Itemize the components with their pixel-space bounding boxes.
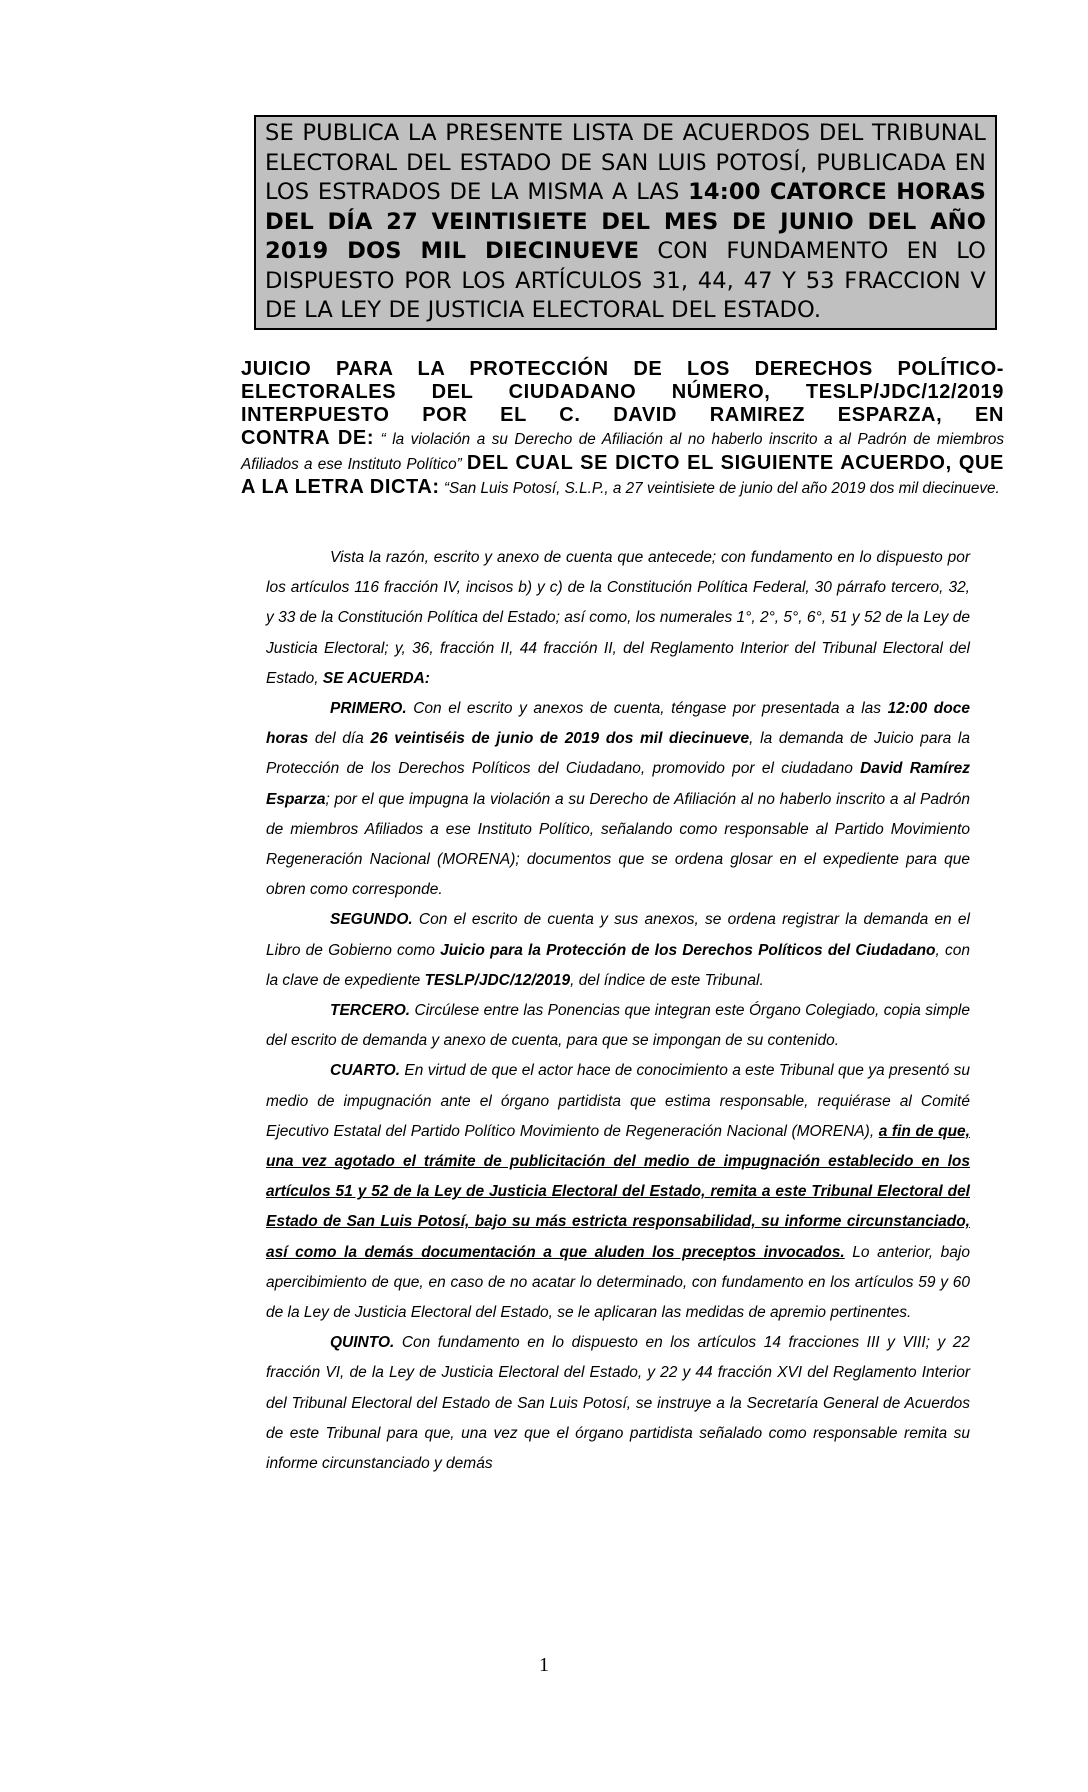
cuarto-text-1: En virtud de que el actor hace de conocimiento a este Tribunal que ya presentó su medio de impugnación ante el órgano partidista que estima responsable, requiérase al Comité Ejecutivo Estatal del Partido Político Movimiento de Regeneración Nacional (MORENA), [266,1062,970,1140]
agreement-body [266,543,970,1479]
claim-quote: “ la violación a su Derecho de Afiliación al no haberlo inscrito a al Padrón de miembros Afiliados a ese Instituto Político” [241,431,1004,473]
intro-text: Vista la razón, escrito y anexo de cuenta que antecede; con fundamento en lo dispuesto por los artículos 116 fracción IV, incisos b) y c) de la Constitución Política Federal, 30 párrafo tercero, 32, y 33 de la Constitución Política del Estado; así como, los numerales 1°, 2°, 5°, 6°, 51 y 52 de la Ley de Justicia Electoral; y, 36, fracción II, 44 fracción II, del Reglamento Interior del Tribunal Electoral del Estado, [266,549,970,687]
primero-text-1: Con el escrito y anexos de cuenta, téngase por presentada a las [406,700,888,718]
notice-bold-date: 14:00 CATORCE HORAS DEL DÍA 27 VEINTISIETE DEL MES DE JUNIO DEL AÑO 2019 DOS MIL DIECINUEVE [265,179,986,264]
tercero-label: TERCERO. [330,1002,411,1020]
se-acuerda: SE ACUERDA: [322,669,430,687]
primero-text-2: del día [308,730,371,748]
publication-notice [254,115,997,330]
case-header-details [241,427,1004,501]
paragraph-segundo [266,905,970,996]
paragraph-primero [266,694,970,905]
segundo-bold-2: TESLP/JDC/12/2019 [424,971,571,989]
tercero-text-1: Circúlese entre las Ponencias que integran este Órgano Colegiado, copia simple del escrito de demanda y anexo de cuenta, para que se impongan de su contenido. [266,1002,970,1050]
paragraph-intro [266,543,970,694]
segundo-label: SEGUNDO. [330,911,413,929]
page-number: 1 [539,1654,549,1676]
primero-text-3: , la demanda de Juicio para la Protección de los Derechos Políticos del Ciudadano, promovido por el ciudadano [266,730,970,778]
primero-label: PRIMERO. [330,700,407,718]
paragraph-quinto [266,1328,970,1479]
notice-text-1: SE PUBLICA LA PRESENTE LISTA DE ACUERDOS DEL TRIBUNAL ELECTORAL DEL ESTADO DE SAN LUIS POTOSÍ, PUBLICADA EN LOS ESTRADOS DE LA MISMA A LAS [265,120,986,205]
primero-bold-1: 12:00 doce horas [266,700,970,748]
paragraph-cuarto [266,1056,970,1328]
primero-text-4: ; por el que impugna la violación a su Derecho de Afiliación al no haberlo inscrito a al Padrón de miembros Afiliados a ese Instituto Político, señalando como responsable al Partido Movimiento Regeneración Nacional (MORENA); documentos que se ordena glosar en el expediente para que obren como corresponde. [266,790,970,899]
cuarto-text-2: Lo anterior, bajo apercibimiento de que, en caso de no acatar lo determinado, con fundamento en los artículos 59 y 60 de la Ley de Justicia Electoral del Estado, se le aplicaran las medidas de apremio pertinentes. [266,1243,970,1322]
notice-text-2: CON FUNDAMENTO EN LO DISPUESTO POR LOS ARTÍCULOS 31, 44, 47 Y 53 FRACCION V DE LA LEY DE JUSTICIA ELECTORAL DEL ESTADO. [265,238,986,323]
segundo-text-3: , del índice de este Tribunal. [570,971,764,989]
quinto-text-1: Con fundamento en lo dispuesto en los artículos 14 fracciones III y VIII; y 22 fracción VI, de la Ley de Justicia Electoral del Estado, y 22 y 44 fracción XVI del Reglamento Interior del Tribunal Electoral del Estado de San Luis Potosí, se instruye a la Secretaría General de Acuerdos de este Tribunal para que, una vez que el órgano partidista señalado como responsable remita su informe circunstanciado y demás [266,1334,970,1473]
cuarto-underlined: a fin de que, una vez agotado el trámite de publicitación del medio de impugnación establecido en los artículos 51 y 52 de la Ley de Justicia Electoral del Estado, remita a este Tribunal Electoral del Estado de San Luis Potosí, bajo su más estricta responsabilidad, su informe circunstanciado, así como la demás documentación a que aluden los preceptos invocados. [266,1122,970,1261]
cuarto-label: CUARTO. [330,1062,401,1080]
case-header-line-2: ELECTORALES DEL CIUDADANO NÚMERO, TESLP/JDC/12/2019 [241,381,1004,403]
case-header-line-3: INTERPUESTO POR EL C. DAVID RAMIREZ ESPARZA, EN [241,404,1004,426]
segundo-text-1: Con el escrito de cuenta y sus anexos, se ordena registrar la demanda en el Libro de Gobierno como [266,911,970,959]
quinto-label: QUINTO. [330,1334,395,1352]
agreement-intro: DEL CUAL SE DICTO EL SIGUIENTE ACUERDO, QUE A LA LETRA DICTA: [241,451,1004,498]
date-quote: “San Luis Potosí, S.L.P., a 27 veintisiete de junio del año 2019 dos mil diecinueve. [439,480,1000,497]
segundo-text-2: , con la clave de expediente [266,941,970,989]
primero-bold-2: 26 veintiséis de junio de 2019 dos mil diecinueve [370,730,750,748]
segundo-bold-1: Juicio para la Protección de los Derechos Políticos del Ciudadano [440,941,936,959]
case-header-line-1: JUICIO PARA LA PROTECCIÓN DE LOS DERECHOS POLÍTICO- [241,358,1004,380]
primero-bold-3: David Ramírez Esparza [266,760,970,808]
case-header [241,358,1004,501]
paragraph-tercero [266,996,970,1056]
contra-label: CONTRA DE: [241,427,375,449]
